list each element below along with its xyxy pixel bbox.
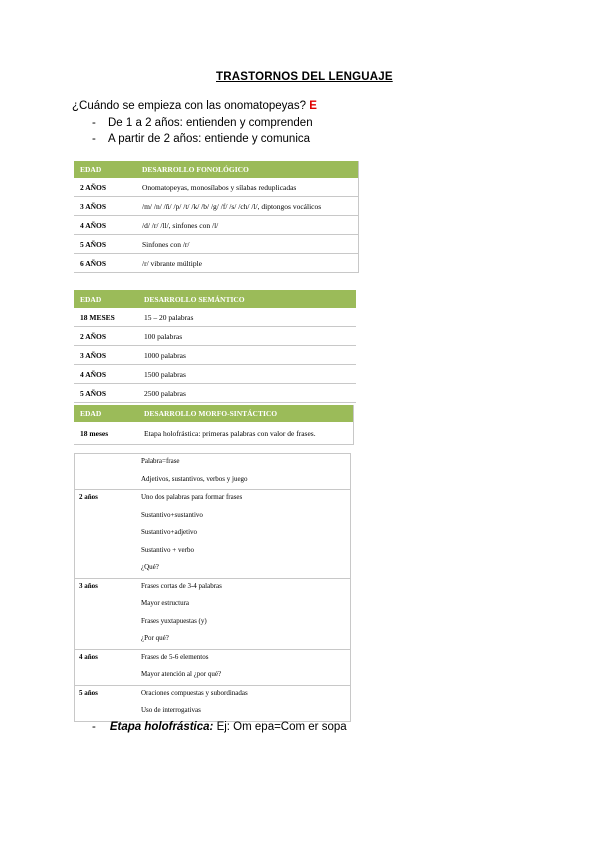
table-header	[74, 290, 356, 308]
age-cell: 3 años	[79, 581, 98, 590]
age-cell: 18 meses	[80, 428, 109, 438]
table-row	[74, 235, 358, 254]
question	[72, 100, 317, 112]
value-cell: 1000 palabras	[144, 350, 186, 360]
bullet-item: - A partir de 2 años: entiende y comunica	[92, 131, 313, 147]
detail-line: Frases cortas de 3-4 palabras	[141, 581, 222, 590]
question-marker: E	[309, 100, 317, 112]
value-cell: /r/ vibrante múltiple	[142, 258, 202, 268]
detail-line: Uno dos palabras para formar frases	[141, 493, 243, 501]
age-cell: 6 AÑOS	[80, 258, 107, 268]
note-dash: -	[92, 721, 96, 733]
table-row	[74, 346, 356, 365]
table-row	[74, 308, 356, 327]
value-cell: Etapa holofrástica: primeras palabras con valor de frases.	[144, 428, 316, 438]
detail-line: Mayor estructura	[141, 599, 190, 607]
detail-line: Sustantivo + verbo	[141, 545, 194, 554]
age-cell: 5 AÑOS	[80, 239, 107, 249]
table-row	[74, 384, 356, 403]
detail-line: Oraciones compuestas y subordinadas	[141, 688, 248, 697]
header-development: DESARROLLO MORFO-SINTÁCTICO	[144, 409, 278, 418]
age-cell: 18 MESES	[80, 312, 115, 322]
table-row	[74, 422, 353, 445]
question-text: ¿Cuándo se empieza con las onomatopeyas?	[72, 100, 306, 112]
note-text: Ej: Om epa=Com er sopa	[213, 721, 347, 733]
note-term: Etapa holofrástica:	[109, 721, 214, 733]
morphosyntactic-table	[74, 405, 354, 445]
header-development: DESARROLLO FONOLÓGICO	[142, 165, 249, 174]
age-cell: 4 AÑOS	[80, 369, 107, 379]
value-cell: 100 palabras	[144, 331, 183, 341]
value-cell: Sinfones con /r/	[142, 239, 190, 249]
bottom-note	[92, 721, 347, 733]
detail-line: Frases de 5-6 elementos	[141, 652, 209, 661]
age-cell: 5 AÑOS	[80, 388, 107, 398]
age-cell	[75, 454, 137, 489]
table-row	[74, 327, 356, 346]
table-row	[74, 254, 358, 273]
detail-line: Uso de interrogativas	[141, 706, 201, 714]
phonological-table	[74, 161, 359, 273]
detail-line: Frases yuxtapuestas (y)	[141, 616, 207, 625]
detail-line: Palabra=frase	[141, 457, 180, 465]
detail-line: ¿Qué?	[141, 563, 159, 571]
header-age: EDAD	[80, 165, 102, 174]
detail-line: Sustantivo+adjetivo	[141, 528, 198, 536]
age-cell: 2 años	[79, 493, 98, 501]
age-cell: 4 años	[79, 652, 98, 661]
age-cell: 3 AÑOS	[80, 350, 107, 360]
age-cell: 5 años	[79, 688, 98, 697]
bullet-item: - De 1 a 2 años: entienden y comprenden	[92, 115, 313, 131]
table-group	[75, 490, 350, 579]
age-cell: 3 AÑOS	[80, 201, 107, 211]
table-group	[75, 454, 350, 490]
age-cell: 2 AÑOS	[80, 331, 107, 341]
value-cell: 1500 palabras	[144, 369, 186, 379]
header-age: EDAD	[80, 409, 102, 418]
age-cell: 4 AÑOS	[80, 220, 107, 230]
semantic-table	[74, 290, 356, 403]
table-group	[75, 650, 350, 686]
detail-line: Adjetivos, sustantivos, verbos y juego	[141, 474, 248, 483]
detail-line: ¿Por qué?	[141, 634, 169, 642]
table-row	[74, 197, 358, 216]
header-development: DESARROLLO SEMÁNTICO	[144, 294, 245, 304]
table-row	[74, 178, 358, 197]
detail-line: Mayor atención al ¿por qué?	[141, 670, 222, 678]
value-cell: Onomatopeyas, monosílabos y sílabas reduplicadas	[142, 182, 297, 192]
table-group	[75, 579, 350, 650]
table-row	[74, 216, 358, 235]
page-title: TRASTORNOS DEL LENGUAJE	[216, 71, 393, 83]
header-age: EDAD	[80, 294, 102, 304]
value-cell: /d/ /r/ /ll/, sinfones con /l/	[142, 220, 219, 230]
table-header	[74, 161, 358, 178]
table-group	[75, 686, 350, 721]
value-cell: 2500 palabras	[144, 388, 186, 398]
detail-line: Sustantivo+sustantivo	[141, 510, 203, 519]
bullet-list	[92, 115, 313, 147]
value-cell: /m/ /n/ /ñ/ /p/ /t/ /k/ /b/ /g/ /f/ /s/ /ch/ /l/, diptongos vocálicos	[142, 201, 322, 211]
age-cell: 2 AÑOS	[80, 182, 107, 192]
table-row	[74, 365, 356, 384]
morphosyntactic-detail-table	[74, 453, 351, 722]
value-cell: 15 – 20 palabras	[144, 312, 194, 322]
table-header	[74, 405, 353, 422]
